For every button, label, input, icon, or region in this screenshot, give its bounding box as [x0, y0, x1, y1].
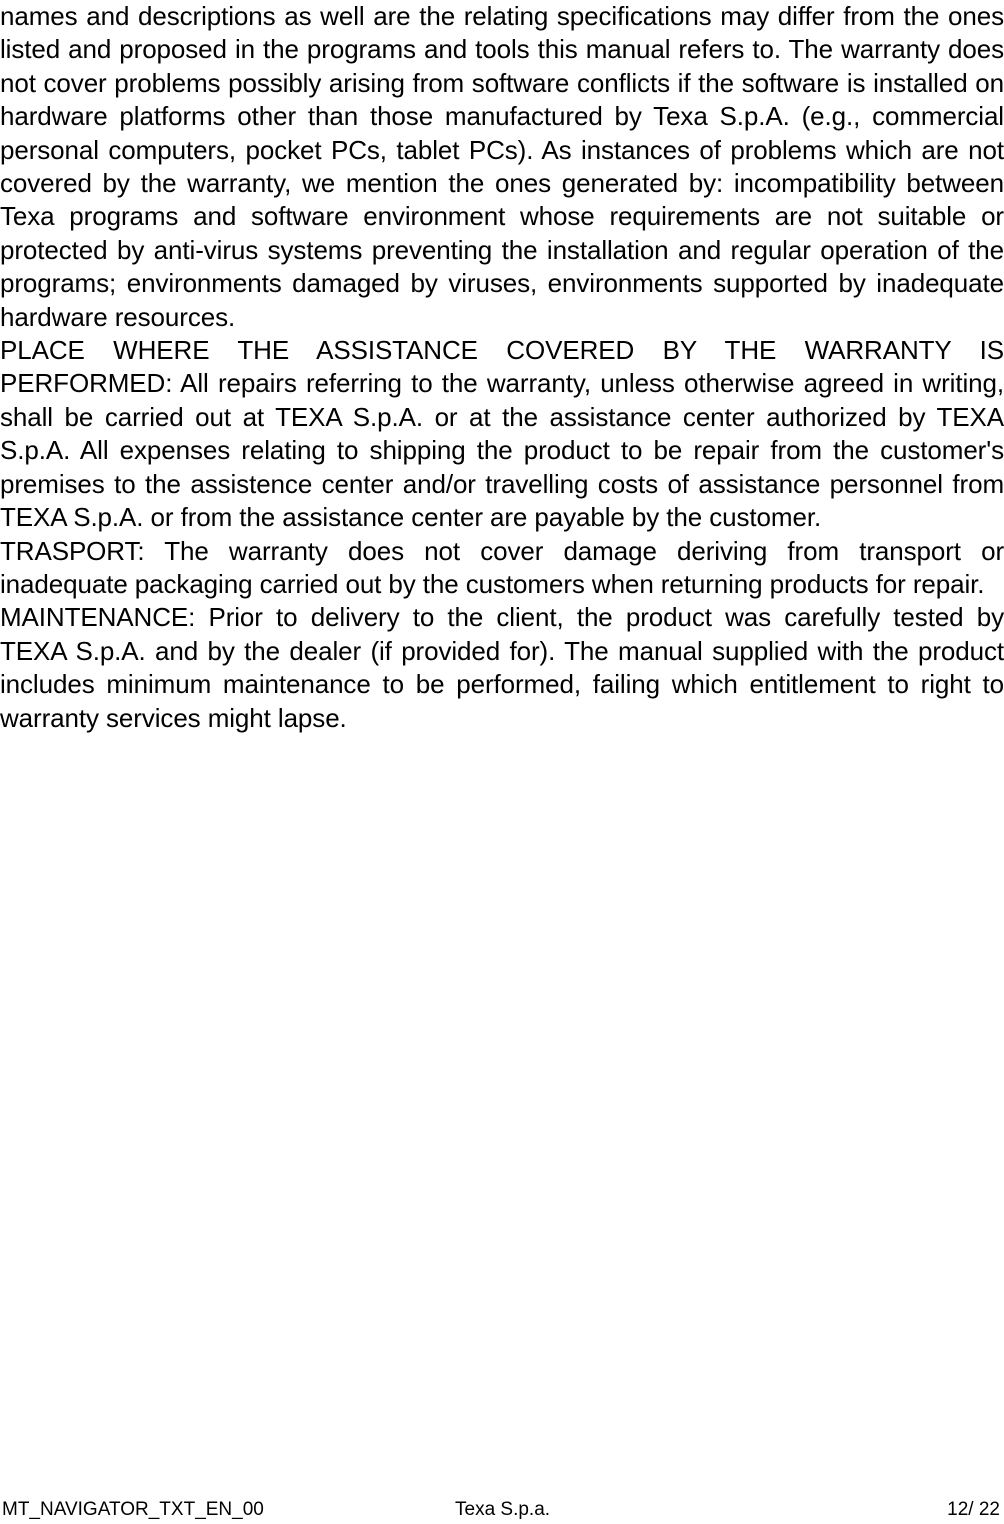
paragraph-maintenance: MAINTENANCE: Prior to delivery to the client, the product was carefully tested by TEXA S.p.A. and by the dealer (if provided for). The manual supplied with the product includes minimum maintenance to be performed, failing which entitlement to right to warranty services might lapse. [0, 602, 1004, 733]
paragraph-transport: TRASPORT: The warranty does not cover damage deriving from transport or inadequate packaging carried out by the customers when returning products for repair. [0, 535, 1004, 599]
page-footer [0, 1494, 1004, 1524]
footer-page-number: 12/ 22 [947, 1499, 1000, 1520]
paragraph-software-conflicts: names and descriptions as well are the relating specifications may differ from the ones listed and proposed in the programs and tools this manual refers to. The warranty does not cover problems possibly arising from software conflicts if the software is installed on hardware platforms other than those manufactured by Texa S.p.A. (e.g., commercial personal computers, pocket PCs, tablet PCs). As instances of problems which are not covered by the warranty, we mention the ones generated by: incompatibility between Texa programs and software environment whose requirements are not suitable or protected by anti-virus systems preventing the installation and regular operation of the programs; environments damaged by viruses, environments supported by inadequate hardware resources. [0, 1, 1004, 332]
document-body [0, 0, 1004, 735]
footer-document-code: MT_NAVIGATOR_TXT_EN_00 [2, 1499, 264, 1520]
footer-company-name: Texa S.p.a. [455, 1499, 551, 1520]
paragraph-assistance-place: PLACE WHERE THE ASSISTANCE COVERED BY THE WARRANTY IS PERFORMED: All repairs referring to the warranty, unless otherwise agreed in writing, shall be carried out at TEXA S.p.A. or at the assistance center authorized by TEXA S.p.A. All expenses relating to shipping the product to be repair from the customer's premises to the assistence center and/or travelling costs of assistance personnel from TEXA S.p.A. or from the assistance center are payable by the customer. [0, 335, 1004, 533]
